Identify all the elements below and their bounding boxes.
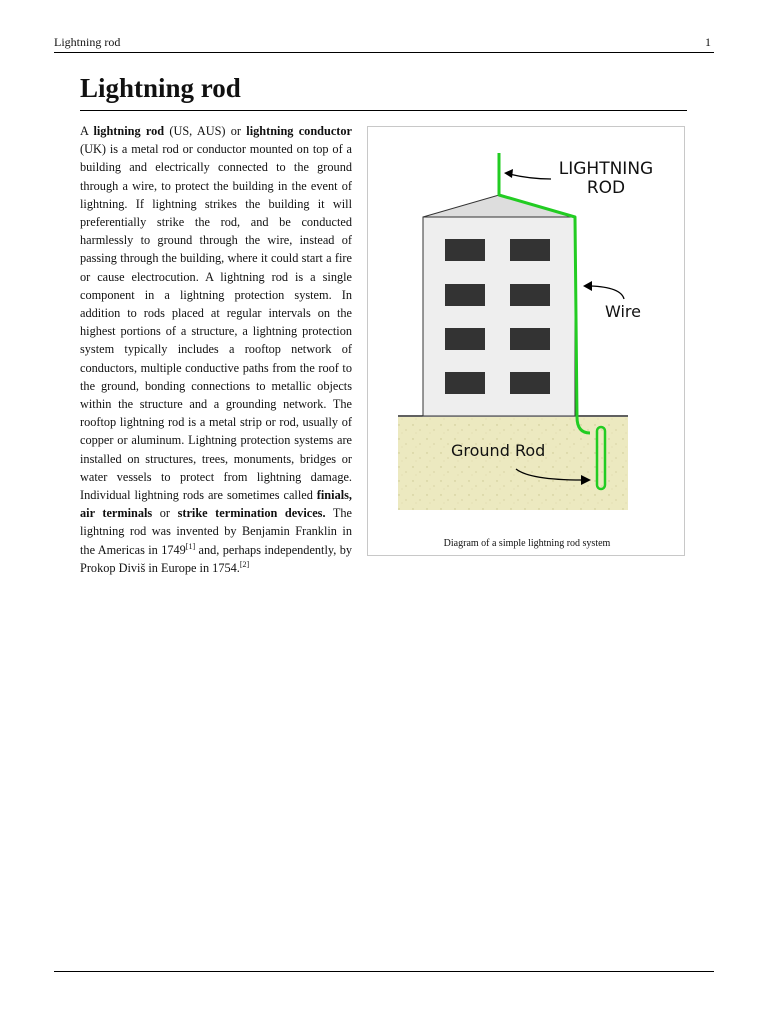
text-run: The lightning rod was invented by Benjamin Franklin in the Americas in 1749 [80, 506, 352, 557]
rod-arrow [509, 174, 551, 179]
window [445, 328, 485, 350]
window [510, 328, 550, 350]
building-roof [423, 195, 575, 217]
article-title: Lightning rod [80, 73, 241, 103]
bold-term-finials: finials, air terminals [80, 488, 352, 521]
bold-term-lightning-rod: lightning rod [93, 124, 165, 138]
label-wire: Wire [605, 302, 641, 321]
text-run: A [80, 124, 94, 138]
label-ground-rod: Ground Rod [451, 441, 546, 460]
text-run: (UK) is a metal rod or conductor mounted on top of a building and electrically connected to the ground through a wire, to protect the building in the event of lightning. If lightning strikes the building it will preferentially strike the rod, and be conducted harmlessly to ground through the wire, instead of passing through the building, where it could start a fire or cause electrocution. A lightning rod is a single component in a lightning protection system. In addition to rods placed at regular intervals on the highest portions of a structure, a lightning protection system typically includes a rooftop network of conductors, multiple conductive paths from the roof to the ground, bonding connections to metallic objects within the structure and a grounding network. The rooftop lightning rod is a metal strip or rod, usually of copper or aluminum. Lightning protection systems are installed on structures, trees, monuments, bridges or water vessels to protect from lightning damage. Individual lightning rods are sometimes called [80, 142, 352, 503]
window [510, 372, 550, 394]
window [510, 284, 550, 306]
running-title: Lightning rod [54, 35, 121, 49]
text-run: or [152, 506, 178, 521]
footer-divider [54, 971, 714, 972]
citation-link-2[interactable]: [2] [239, 559, 250, 569]
title-divider [80, 110, 687, 111]
citation-link-1[interactable]: [1] [185, 541, 196, 551]
window [510, 239, 550, 261]
wire-arrow-head [583, 281, 592, 291]
figure-caption: Diagram of a simple lightning rod system [443, 538, 611, 549]
running-header [54, 34, 714, 53]
text-run: (US, AUS) or [164, 124, 247, 138]
window [445, 284, 485, 306]
lightning-rod-diagram [368, 127, 686, 532]
page-number: 1 [705, 35, 711, 49]
label-lightning: LIGHTNING [558, 159, 654, 179]
bold-term-lightning-conductor: lightning conductor [246, 124, 352, 138]
ground-texture [398, 417, 628, 510]
figure-box [367, 126, 685, 556]
rod-arrow-head [504, 169, 513, 178]
text-run: and, perhaps independently, by Prokop Diviš in Europe in 1754. [80, 542, 352, 575]
window [445, 372, 485, 394]
bold-term-strike-termination: strike termination devices. [177, 506, 326, 521]
label-rod: ROD [586, 178, 626, 198]
article-paragraph [80, 122, 352, 577]
wire-arrow [590, 286, 624, 299]
window [445, 239, 485, 261]
